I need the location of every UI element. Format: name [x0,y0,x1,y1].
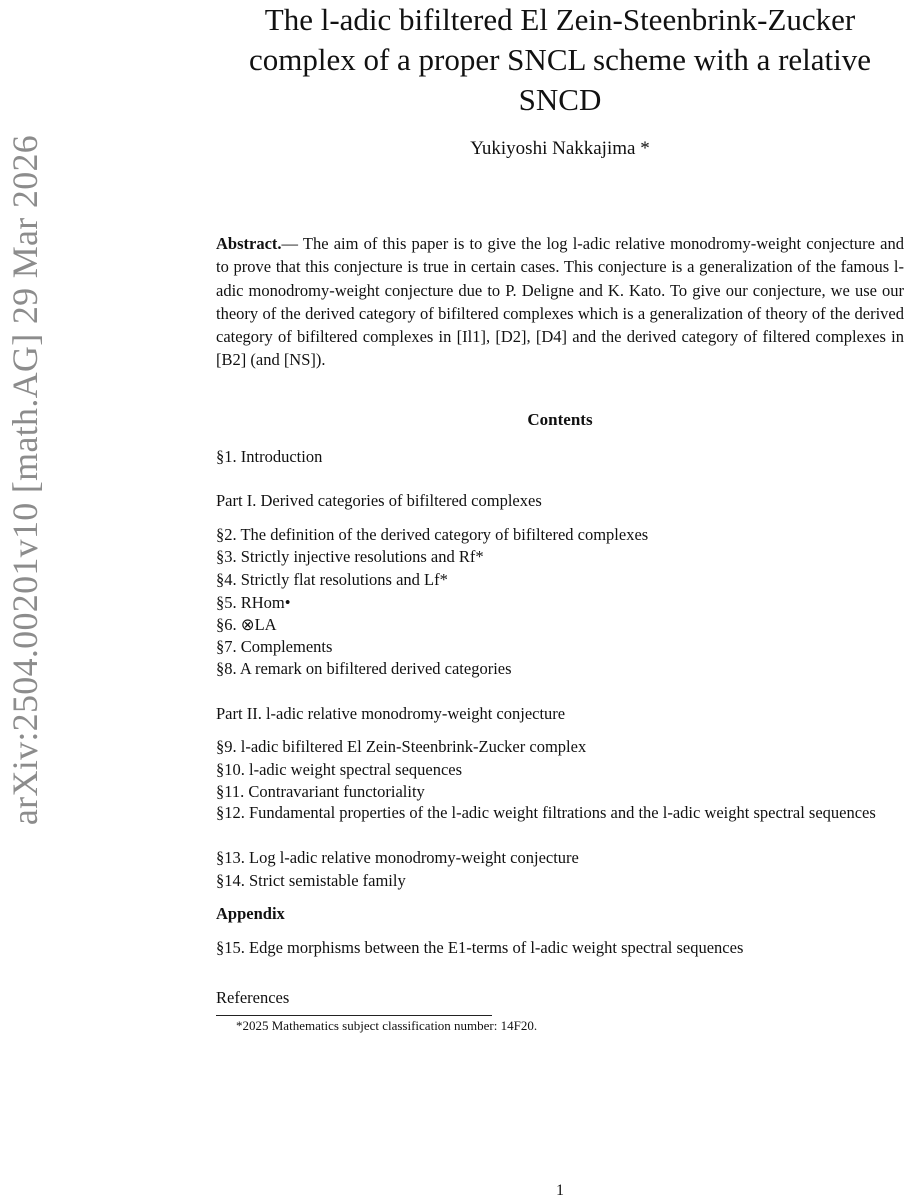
toc-entry[interactable]: §12. Fundamental properties of the l-adic weight filtrations and the l-adic weight spectral sequences [216,803,876,822]
author-name: Yukiyoshi Nakkajima * [470,138,650,159]
toc-entry[interactable]: §6. ⊗LA [216,615,277,634]
arxiv-side-stamp [0,0,50,1200]
toc-entry[interactable]: §4. Strictly flat resolutions and Lf* [216,570,448,589]
footnote: *2025 Mathematics subject classification number: 14F20. [236,1018,538,1033]
contents-heading: Contents [527,410,593,429]
toc-appendix[interactable]: Appendix [216,904,285,923]
toc-references[interactable]: References [216,988,290,1007]
paper-title [210,0,904,120]
page-number: 1 [556,1182,564,1199]
toc-entry-introduction[interactable]: §1. Introduction [216,447,323,466]
toc-entry[interactable]: §8. A remark on bifiltered derived categories [216,659,512,678]
abstract [216,232,904,372]
toc-entry[interactable]: §14. Strict semistable family [216,871,406,890]
toc-entry[interactable]: §7. Complements [216,637,333,656]
toc-entry[interactable]: §13. Log l-adic relative monodromy-weight conjecture [216,848,579,867]
toc-part-2[interactable]: Part II. l-adic relative monodromy-weight conjecture [216,704,566,723]
toc-part-1[interactable]: Part I. Derived categories of bifiltered complexes [216,491,542,510]
title-line-1: The l-adic bifiltered El Zein-Steenbrink-Zucker [264,2,856,37]
toc-entry[interactable]: §3. Strictly injective resolutions and Rf* [216,547,484,566]
title-line-3: SNCD [518,82,602,117]
arxiv-identifier: arXiv:2504.00201v10 [math.AG] 29 Mar 2026 [5,134,45,826]
toc-entry[interactable]: §2. The definition of the derived category of bifiltered complexes [216,525,649,544]
toc-entry[interactable]: §10. l-adic weight spectral sequences [216,760,463,779]
abstract-text: — The aim of this paper is to give the log l-adic relative monodromy-weight conjecture and to prove that this conjecture is true in certain cases. This conjecture is a generalization of the famous l-adic monodromy-weight conjecture due to P. Deligne and K. Kato. To give our conjecture, we use our theory of the derived category of bifiltered complexes which is a generalization of theory of the derived category of bifiltered complexes in [Il1], [D2], [D4] and the derived category of filtered complexes in [B2] (and [NS]). [216,234,904,370]
toc-entry[interactable]: §15. Edge morphisms between the E1-terms of l-adic weight spectral sequences [216,938,744,957]
abstract-lead: Abstract. [216,234,282,253]
footnote-divider [216,1015,492,1016]
toc-entry[interactable]: §11. Contravariant functoriality [216,782,425,801]
title-line-2: complex of a proper SNCL scheme with a relative [248,42,872,77]
toc-entry[interactable]: §9. l-adic bifiltered El Zein-Steenbrink-Zucker complex [216,737,587,756]
toc-entry[interactable]: §5. RHom• [216,593,291,612]
